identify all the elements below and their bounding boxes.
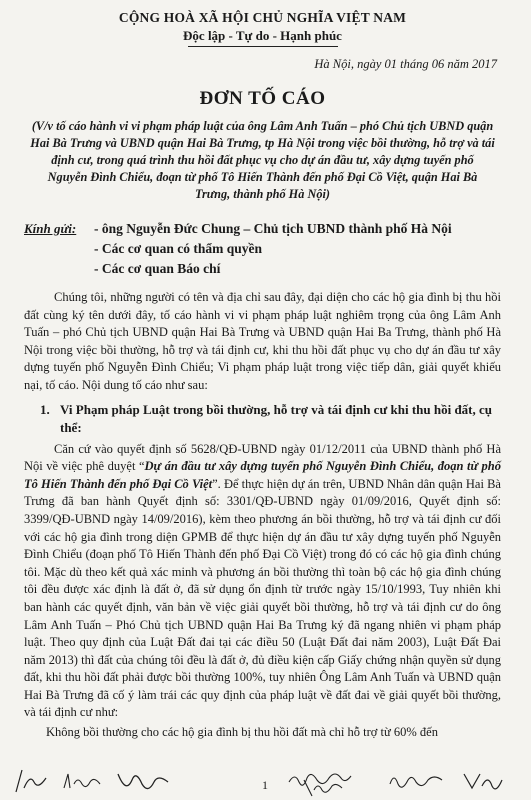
recipient-item: - Các cơ quan Báo chí — [94, 261, 221, 276]
recipient-row — [24, 219, 501, 239]
intro-paragraph: Chúng tôi, những người có tên và địa chỉ sau đây, đại diện cho các hộ gia đình bị thu hồi đất cùng ký tên dưới đây, tố cáo hành vi vi phạm pháp luật nghiêm trọng của ông Lâm Anh Tuấn – phó Chủ tịch UBND quận Hai Bà Trưng và UBND quận Hai Ba Trưng, thành phố Hà Nội trong việc bồi thường, hỗ trợ và tái định cư, khi thu hồi đất phục vụ cho dự án đầu tư xây dựng tuyến phố Nguyễn Đình Chiểu; Vi phạm pháp luật trong việc tiếp dân, giải quyết khiếu nại, tố cáo. Nội dung tố cáo như sau: — [24, 290, 501, 392]
recipient-item: - Các cơ quan có thẩm quyền — [94, 241, 262, 256]
handwritten-signature — [300, 776, 350, 800]
handwritten-signature — [10, 766, 50, 796]
body-text: ”. Để thực hiện dự án trên, UBND Nhân dân quận Hai Bà Trưng đã ban hành Quyết định số: 3301/QĐ-UBND ngày 01/09/2016, Quyết định số: 3399/QĐ-UBND ngày 14/09/2016), kèm theo phương án bồi thường, hỗ trợ và tái định cư đối với các hộ gia đình trong diện GPMB để thực hiện dự án đầu tư xây dựng tuyến phố Nguyễn Đình Chiểu (đoạn phố Tô Hiến Thành đến phố Đại Cồ Việt) trong đó có các hộ gia đình chúng tôi. Mặc dù theo kết quả xác minh và phương án bồi thường thì toàn bộ các hộ gia đình chúng tôi đều được xác định là đất ở, đã sử dụng ổn định từ trước ngày 15/10/1993, Tuy nhiên khi ban hành các quyết định, văn bản về việc giải quyết bồi thường, hỗ trợ và tái định cư do ông Lâm Anh Tuấn – Phó Chủ tịch UBND quận Hai Ba Trưng ký đã ngang nhiên vi phạm pháp luật. Theo quy định của Luật Đất đai tại các điều 50 (Luật Đất đai năm 2003), Luật Đất Đai năm 2013) thì đất của chúng tôi đều là đất ở, đủ điều kiện cấp Giấy chứng nhận quyền sử dụng đất, khi thu hồi đất phải được bồi thường 100%, tuy nhiên Ông Lâm Anh Tuấn và UBND quận Hai Bà Trưng đã cố ý làm trái các quy định của pháp luật về đất đai về giải quyết bồi thường, và tái định cư như: — [24, 476, 501, 720]
body-paragraph — [24, 441, 501, 723]
section-title: Vi Phạm pháp Luật trong bồi thường, hỗ trợ và tái định cư khi thu hồi đất, cụ thể: — [60, 401, 493, 435]
recipient-item: - ông Nguyễn Đức Chung – Chủ tịch UBND thành phố Hà Nội — [94, 221, 452, 236]
document-title: ĐƠN TỐ CÁO — [199, 88, 326, 109]
handwritten-signature — [386, 766, 446, 792]
handwritten-signature — [460, 766, 510, 794]
national-motto: Độc lập - Tự do - Hạnh phúc — [183, 28, 342, 43]
dateline: Hà Nội, ngày 01 tháng 06 năm 2017 — [314, 57, 497, 71]
document-subject: (V/v tố cáo hành vi vi phạm pháp luật của ông Lâm Anh Tuấn – phó Chủ tịch UBND quận Hai Bà Trưng và UBND quận Hai Bà Trưng, tp Hà Nội trong việc bồi thường, hỗ trợ và tái định cư, trong quá trình thu hồi đất phục vụ cho dự án đầu tư, xây dựng tuyến phố Nguyễn Đình Chiểu, đoạn từ phố Tô Hiến Thành đến phố Đại Cồ Việt, quận Hai Bà Trưng, thành phố Hà Nội) — [30, 119, 495, 201]
body-text: Căn cứ vào quyết định số 5628/QĐ-UBND ngày 01/12/2011 của UBND thành phố Hà Nội về việc phê duyệt “ — [24, 441, 501, 474]
section-heading — [24, 401, 501, 437]
handwritten-signature — [112, 764, 172, 798]
national-title: CỘNG HOÀ XÃ HỘI CHỦ NGHĨA VIỆT NAM — [118, 10, 407, 25]
recipient-row — [24, 259, 501, 279]
recipients-block — [24, 219, 501, 279]
recipients-label: Kính gửi: — [24, 221, 77, 236]
recipient-row — [24, 239, 501, 259]
page-number: 1 — [262, 778, 268, 792]
section-number: 1. — [40, 401, 50, 417]
project-name-emphasis: Dự án đầu tư xây dựng tuyến phố Nguyễn Đình Chiểu, đoạn từ phố Tô Hiến Thành đến phố Đại Cồ Việt — [24, 459, 502, 491]
motto-underline — [188, 46, 338, 47]
handwritten-signature — [60, 768, 106, 794]
dash-item: Không bồi thường cho các hộ gia đình bị thu hồi đất mà chỉ hỗ trợ từ 60% đến — [46, 725, 438, 740]
